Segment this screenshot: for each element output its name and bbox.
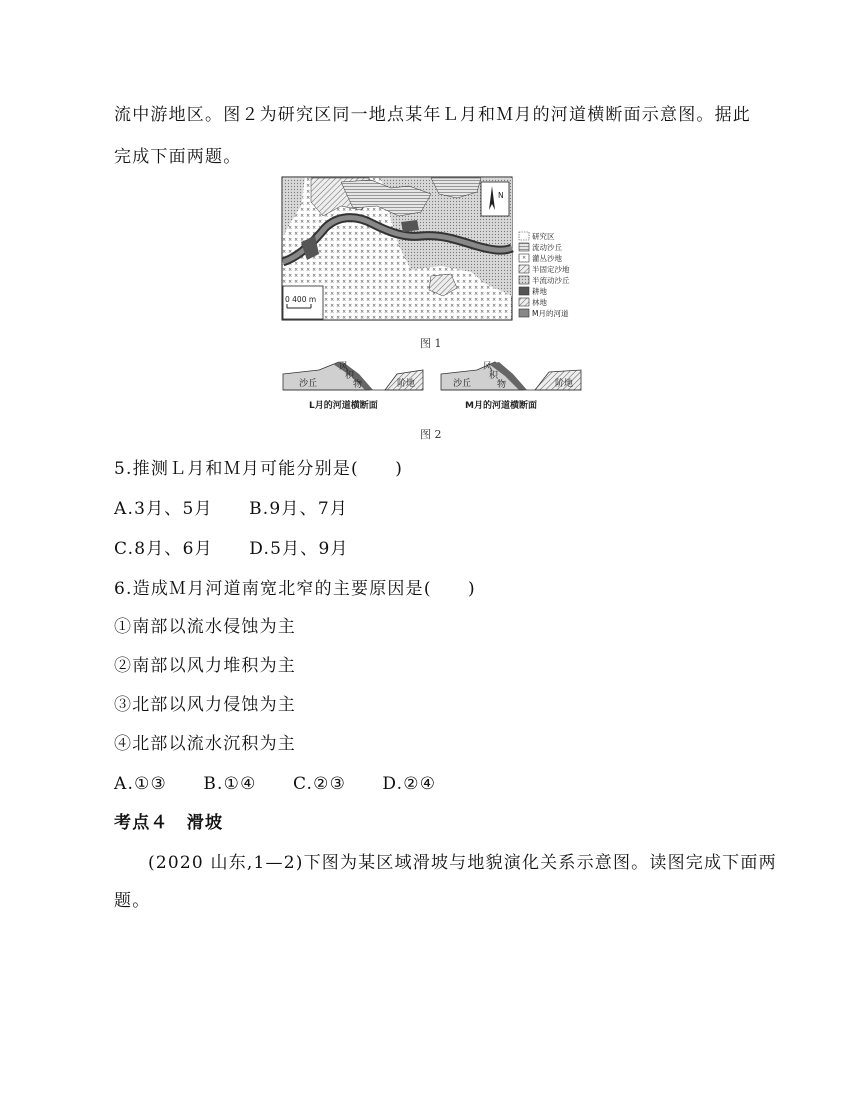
question-6-item: ④北部以流水沉积为主 [114,734,296,754]
cross-section-m-title: M月的河道横断面 [465,401,537,411]
wind-deposit-char: 物 [497,380,507,390]
figure-1-caption: 图 1 [420,337,442,350]
question-6-stem: 6.造成Ｍ月河道南宽北窄的主要原因是( ) [114,579,476,599]
legend-item: 研究区 [532,232,555,241]
intro-line-2: 完成下面两题。 [114,147,242,167]
legend-item: 林地 [532,298,547,307]
north-label: N [498,191,504,200]
question-5-options-ab: A.3月、5月 B.9月、7月 [114,499,349,519]
legend-item: 半流动沙丘 [532,276,570,285]
terrace-label: 阶地 [555,379,574,389]
cross-section-l [283,361,423,411]
question-6-options: A.①③ B.①④ C.②③ D.②④ [114,774,437,794]
intro-line-1: 流中游地区。图２为研究区同一地点某年Ｌ月和Ｍ月的河道横断面示意图。据此 [114,105,751,125]
section-heading: 考点４ 滑坡 [114,813,224,833]
scale-label: 0 400 m [285,295,317,304]
intro2-line-2: 题。 [114,891,151,911]
question-5-stem: 5.推测Ｌ月和Ｍ月可能分别是( ) [114,459,404,479]
wind-deposit-char: 积 [345,371,355,381]
legend-item: 灌丛沙地 [532,254,562,263]
map-legend [519,231,570,318]
question-6-item: ①南部以流水侵蚀为主 [114,617,296,637]
legend-item: 流动沙丘 [532,243,562,252]
wind-deposit-char: 积 [489,371,499,381]
cross-section-m [441,361,581,411]
terrace-label: 阶地 [397,379,416,389]
legend-item: 耕地 [532,287,547,296]
legend-item: M月的河道 [532,309,569,318]
sand-dune-label: 沙丘 [299,379,318,389]
sand-dune-label: 沙丘 [453,379,472,389]
map-body [282,177,512,320]
wind-deposit-char: 物 [353,380,363,390]
question-6-item: ③北部以风力侵蚀为主 [114,695,296,715]
question-5-options-cd: C.8月、6月 D.5月、9月 [114,539,349,559]
cross-section-l-title: L月的河道横断面 [309,401,378,411]
figure-2-caption: 图 2 [420,428,442,441]
question-6-item: ②南部以风力堆积为主 [114,656,296,676]
figure-1-map [281,176,583,322]
figure-2-cross-sections [281,360,583,422]
intro2-line-1: (2020 山东,1—2)下图为某区域滑坡与地貌演化关系示意图。读图完成下面两 [148,853,777,873]
wind-deposit-char: 风 [483,362,493,372]
wind-deposit-char: 风 [339,362,349,372]
legend-item: 半固定沙地 [532,265,570,274]
